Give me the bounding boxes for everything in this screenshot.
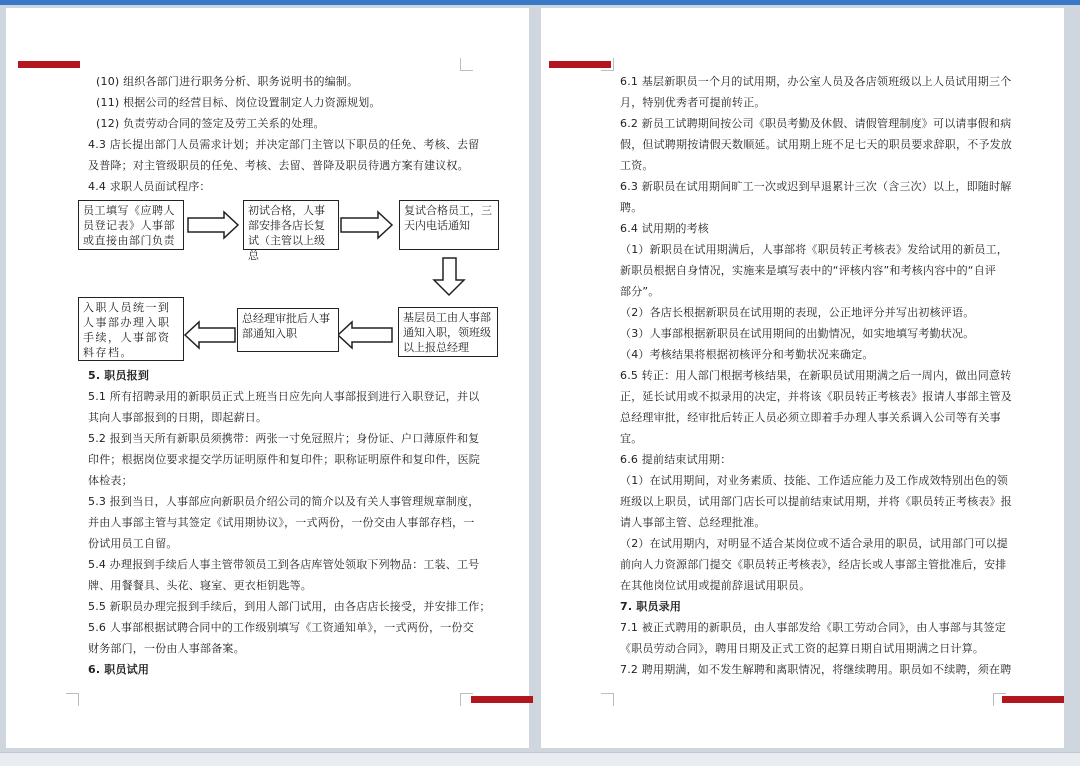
paragraph-line: 6.6 提前结束试用期：	[620, 453, 732, 466]
paragraph-line: 7.1 被正式聘用的新职员，由人事部发给《职工劳动合同》，由人事部与其签定	[620, 621, 1006, 634]
paragraph-line: 总经理审批，经审批后转正人员必须立即着手办理人事关系调入公司等有关事	[620, 411, 1001, 424]
section-heading: 6. 职员试用	[88, 663, 150, 676]
paragraph-line: 部分”。	[620, 285, 660, 298]
paragraph-line: 5.3 报到当日，人事部应向新职员介绍公司的简介以及有关人事管理规章制度，	[88, 495, 480, 508]
paragraph-line: (10) 组织各部门进行职务分析、职务说明书的编制。	[96, 75, 359, 88]
paragraph-line: 4.4 求职人员面试程序：	[88, 180, 211, 193]
paragraph-line: 份试用员工自留。	[88, 537, 178, 550]
flow-box-gm-approval: 总经理审批后人事部通知入职	[237, 308, 339, 352]
paragraph-line: 其向人事部报到的日期，即起薪日。	[88, 411, 268, 424]
paragraph-line: 请人事部主管、总经理批准。	[620, 516, 766, 529]
paragraph-line: 7.2 聘用期满，如不发生解聘和离职情况，将继续聘用。职员如不续聘，须在聘	[620, 663, 1012, 676]
arrow-down-icon	[434, 258, 464, 295]
paragraph-line: 《职员劳动合同》，聘用日期及正式工资的起算日期自试用期满之日计算。	[620, 642, 985, 655]
footer-accent-bar	[1002, 696, 1064, 703]
paragraph-line: 6.4 试用期的考核	[620, 222, 709, 235]
paragraph-line: 财务部门，一份由人事部备案。	[88, 642, 245, 655]
paragraph-line: 6.2 新员工试聘期间按公司《职员考勤及休假、请假管理制度》可以请事假和病	[620, 117, 1012, 130]
paragraph-line: 5.6 人事部根据试聘合同中的工作级别填写《工资通知单》，一式两份，一份交	[88, 621, 474, 634]
paragraph-line: （2）各店长根据新职员在试用期的表现，公正地评分并写出初核评语。	[620, 306, 975, 319]
margin-corner-mark	[601, 58, 614, 71]
paragraph-line: 6.1 基层新职员一个月的试用期，办公室人员及各店领班级以上人员试用期三个	[620, 75, 1012, 88]
paragraph-line: 6.5 转正：用人部门根据考核结果，在新职员试用期满之后一周内，做出同意转	[620, 369, 1012, 382]
section-heading: 7. 职员录用	[620, 600, 682, 613]
paragraph-line: 正，延长试用或不拟录用的决定，并将该《职员转正考核表》报请人事部主管及	[620, 390, 1012, 403]
paragraph-line: 新职员根据自身情况，实施来是填写表中的“评核内容”和考核内容中的“自评	[620, 264, 997, 277]
paragraph-line: 6.3 新职员在试用期间旷工一次或迟到早退累计三次（含三次）以上，即随时解	[620, 180, 1012, 193]
paragraph-line: 聘。	[620, 201, 643, 214]
section-heading: 5. 职员报到	[88, 369, 150, 382]
flow-box-application-form: 员工填写《应聘人员登记表》人事部或直接由部门负责	[78, 200, 184, 250]
arrow-right-icon	[341, 212, 392, 238]
right-page	[541, 8, 1064, 748]
paragraph-line: （3）人事部根据新职员在试用期间的出勤情况，如实地填写考勤状况。	[620, 327, 975, 340]
paragraph-line: （1）在试用期间，对业务素质、技能、工作适应能力及工作成效特别出色的领	[620, 474, 1008, 487]
window-bottom-bar	[0, 752, 1080, 766]
paragraph-line: 前向人力资源部门提交《职员转正考核表》，经店长或人事部主管批准后，安排	[620, 558, 1007, 571]
arrow-right-icon	[188, 212, 238, 238]
paragraph-line: 月，特别优秀者可提前转正。	[620, 96, 766, 109]
paragraph-line: (11) 根据公司的经营目标、岗位设置制定人力资源规划。	[96, 96, 381, 109]
window-top-border	[0, 0, 1080, 5]
paragraph-line: 假，但试聘期按请假天数顺延。试用期上班不足七天的职员要求辞职，不予发放	[620, 138, 1012, 151]
paragraph-line: （2）在试用期内，对明显不适合某岗位或不适合录用的职员，试用部门可以提	[620, 537, 1008, 550]
paragraph-line: 及普降；对主管级职员的任免、考核、去留、普降及职员待遇方案有建议权。	[88, 159, 469, 172]
paragraph-line: 5.1 所有招聘录用的新职员正式上班当日应先向人事部报到进行入职登记，并以	[88, 390, 480, 403]
flow-box-first-interview: 初试合格，人事部安排各店长复试（主管以上级总	[243, 200, 339, 250]
margin-corner-mark	[601, 693, 614, 706]
paragraph-line: 印件；根据岗位要求提交学历证明原件和复印件；职称证明原件和复印件，医院	[88, 453, 480, 466]
paragraph-line: 5.2 报到当天所有新职员须携带：两张一寸免冠照片；身份证、户口薄原件和复	[88, 432, 480, 445]
paragraph-line: 5.4 办理报到手续后人事主管带领员工到各店库管处领取下列物品：工装、工号	[88, 558, 480, 571]
paragraph-line: 体检表；	[88, 474, 133, 487]
arrow-left-icon	[185, 322, 235, 348]
paragraph-line: 在其他岗位试用或提前辞退试用职员。	[620, 579, 811, 592]
flow-box-onboarding: 入职人员统一到人事部办理入职手续，人事部资料存档。	[78, 297, 184, 361]
paragraph-line: 班级以上职员，试用部门店长可以提前结束试用期，并将《职员转正考核表》报	[620, 495, 1012, 508]
paragraph-line: 工资。	[620, 159, 654, 172]
left-page	[6, 8, 529, 748]
arrow-left-icon	[338, 322, 392, 348]
paragraph-line: 4.3 店长提出部门人员需求计划；并决定部门主管以下职员的任免、考核、去留	[88, 138, 480, 151]
paragraph-line: (12) 负责劳动合同的签定及劳工关系的处理。	[96, 117, 325, 130]
paragraph-line: 牌、用餐餐具、头花、寝室、更衣柜钥匙等。	[88, 579, 312, 592]
paragraph-line: 5.5 新职员办理完报到手续后，到用人部门试用，由各店店长接受，并安排工作；	[88, 600, 491, 613]
flow-box-phone-notice: 复试合格员工，三天内电话通知	[399, 200, 499, 250]
paragraph-line: 宜。	[620, 432, 643, 445]
paragraph-line: （1）新职员在试用期满后，人事部将《职员转正考核表》发给试用的新员工，	[620, 243, 1008, 256]
paragraph-line: （4）考核结果将根据初核评分和考勤状况来确定。	[620, 348, 874, 361]
flow-box-staff-entry: 基层员工由人事部通知入职，领班级以上报总经理	[398, 307, 498, 357]
paragraph-line: 并由人事部主管与其签定《试用期协议》，一式两份，一份交由人事部存档，一	[88, 516, 475, 529]
